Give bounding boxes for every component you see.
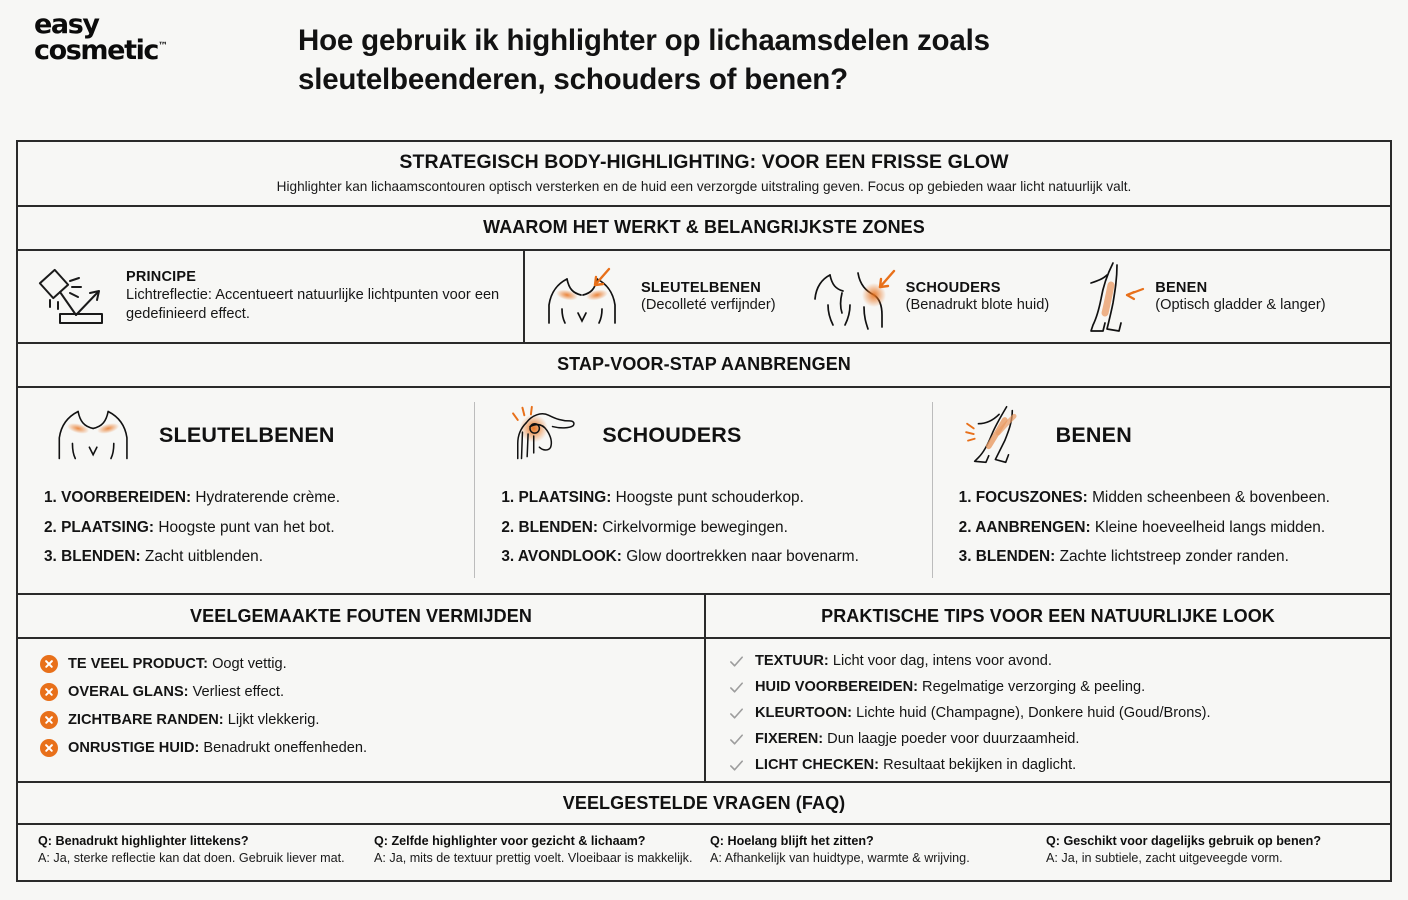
zone-title: SCHOUDERS	[905, 280, 1001, 296]
mistake-label: ONRUSTIGE HUID:	[68, 740, 200, 756]
zone-title: SLEUTELBENEN	[641, 280, 761, 296]
zones-strip	[18, 205, 1390, 249]
tip-item	[728, 726, 1374, 752]
step-list	[501, 483, 912, 572]
faq-answer: A: Ja, mits de textuur prettig voelt. Vloeibaar is makkelijk.	[374, 851, 693, 865]
step-header	[959, 402, 1370, 468]
step-text: Hydraterende crème.	[191, 489, 340, 506]
step-label: AVONDLOOK:	[517, 548, 622, 566]
page-header	[0, 0, 1408, 136]
check-icon	[728, 653, 745, 670]
step-header	[44, 402, 455, 468]
step-number: 2.	[501, 518, 515, 536]
cross-icon	[40, 683, 58, 701]
brand-logo	[34, 9, 169, 66]
cross-icon	[40, 711, 58, 729]
faq-title: VEELGESTELDE VRAGEN (FAQ)	[562, 792, 846, 813]
step-number: 3.	[958, 548, 972, 566]
step-number: 2.	[44, 518, 57, 536]
tip-detail: Dun laagje poeder voor duurzaamheid.	[823, 731, 1080, 747]
mistake-item	[40, 650, 688, 678]
legs-icon	[1077, 259, 1147, 335]
tip-text	[755, 731, 1079, 747]
mistake-label: ZICHTBARE RANDEN:	[68, 712, 224, 728]
step-label: FOCUSZONES:	[975, 489, 1088, 506]
step-item	[44, 513, 455, 543]
zone-item-shoulders	[776, 261, 1050, 333]
shoulder-anatomy-icon	[501, 404, 589, 466]
step-item	[501, 483, 912, 513]
mistake-text	[68, 684, 284, 700]
step-title: SLEUTELBENEN	[159, 422, 335, 447]
light-reflection-icon	[38, 266, 112, 328]
cross-icon	[40, 655, 58, 673]
step-text: Zachte lichtstreep zonder randen.	[1055, 548, 1289, 566]
step-label: BLENDEN:	[518, 518, 598, 536]
step-label: PLAATSING:	[518, 489, 612, 506]
tip-detail: Resultaat bekijken in daglicht.	[879, 757, 1077, 773]
mistake-text	[68, 712, 319, 728]
zone-subtitle: (Optisch gladder & langer)	[1155, 297, 1326, 313]
step-item	[959, 542, 1370, 572]
principle-description: Lichtreflectie: Accentueert natuurlijke lichtpunten voor een gedefinieerd effect.	[126, 286, 500, 322]
faq-question: Q: Hoelang blijft het zitten?	[710, 834, 874, 848]
trademark-mark: ™	[158, 40, 169, 52]
step-column-shoulders	[475, 388, 932, 593]
shoulder-icon	[806, 261, 898, 333]
step-text: Midden scheenbeen & bovenbeen.	[1087, 489, 1330, 506]
zone-item-collarbone	[525, 261, 776, 333]
step-number: 2.	[958, 518, 972, 536]
step-item	[44, 542, 455, 572]
tip-label: FIXEREN:	[755, 731, 824, 747]
step-list	[959, 483, 1370, 572]
brand-line-1: easy	[34, 9, 99, 40]
step-item	[959, 483, 1370, 513]
step-number: 3.	[501, 548, 515, 566]
faq-item	[1046, 834, 1382, 885]
legs-icon	[959, 403, 1043, 467]
zone-text-legs	[1155, 280, 1325, 313]
faq-answer: A: Ja, sterke reflectie kan dat doen. Gebruik liever mat.	[38, 851, 345, 865]
step-text: Glow doortrekken naar bovenarm.	[621, 548, 859, 566]
mistake-text	[68, 656, 287, 672]
tip-detail: Regelmatige verzorging & peeling.	[917, 679, 1146, 695]
step-text: Kleine hoeveelheid langs midden.	[1090, 518, 1326, 536]
step-title: BENEN	[1055, 422, 1132, 447]
faq-body	[18, 823, 1390, 885]
mistake-label: TE VEEL PRODUCT:	[68, 656, 209, 672]
zone-list	[525, 251, 1390, 342]
steps-strip-title: STAP-VOOR-STAP AANBRENGEN	[557, 354, 851, 374]
principle-text-block	[126, 269, 509, 325]
mistakes-list	[18, 639, 706, 781]
mistake-detail: Oogt vettig.	[208, 656, 287, 672]
tip-label: KLEURTOON:	[755, 705, 853, 721]
step-title: SCHOUDERS	[602, 422, 742, 447]
mistakes-tips-body-row	[18, 637, 1390, 781]
step-separator: :	[185, 489, 192, 506]
mistake-detail: Lijkt vlekkerig.	[223, 712, 320, 728]
mistakes-title: VEELGEMAAKTE FOUTEN VERMIJDEN	[190, 605, 532, 626]
tip-text	[755, 757, 1076, 773]
brand-line-2: cosmetic	[34, 34, 159, 66]
tips-title: PRAKTISCHE TIPS VOOR EEN NATUURLIJKE LOOK	[821, 605, 1275, 626]
step-text: Zacht uitblenden.	[140, 548, 264, 566]
zone-text-collarbone	[641, 280, 776, 313]
mistake-item	[40, 734, 688, 762]
steps-row	[18, 386, 1390, 593]
page-title: Hoe gebruik ik highlighter op lichaamsdelen zoals sleutelbeenderen, schouders of benen?	[298, 24, 990, 96]
step-number: 1.	[44, 489, 57, 506]
step-number: 1.	[958, 489, 972, 506]
mistake-item	[40, 706, 688, 734]
tip-text	[755, 653, 1052, 669]
step-item	[44, 483, 455, 513]
faq-question: Q: Benadrukt highlighter littekens?	[38, 834, 249, 848]
step-item	[959, 513, 1370, 543]
faq-answer: A: Ja, in subtiele, zacht uitgeveegde vorm.	[1046, 851, 1283, 865]
step-column-collarbone	[18, 388, 475, 593]
cross-icon	[40, 739, 58, 757]
step-label: BLENDEN:	[975, 548, 1056, 566]
faq-question: Q: Zelfde highlighter voor gezicht & lichaam?	[374, 834, 646, 848]
step-column-legs	[933, 388, 1390, 593]
faq-answer: A: Afhankelijk van huidtype, warmte & wrijving.	[710, 851, 970, 865]
tip-label: HUID VOORBEREIDEN:	[755, 679, 918, 695]
tip-item	[728, 752, 1374, 778]
zones-row	[18, 249, 1390, 342]
principle-title: PRINCIPE	[126, 268, 197, 285]
check-icon	[728, 731, 745, 748]
step-label: VOORBEREIDEN	[61, 489, 186, 506]
tip-detail: Lichte huid (Champagne), Donkere huid (Goud/Brons).	[852, 705, 1211, 721]
faq-question: Q: Geschikt voor dagelijks gebruik op benen?	[1046, 834, 1322, 848]
step-text: Hoogste punt schouderkop.	[611, 489, 804, 506]
check-icon	[728, 757, 745, 774]
mistake-label: OVERAL GLANS:	[68, 684, 189, 700]
step-label: PLAATSING	[61, 518, 149, 536]
faq-item	[38, 834, 374, 885]
tip-item	[728, 648, 1374, 674]
tip-item	[728, 674, 1374, 700]
zone-subtitle: (Decolleté verfijnder)	[641, 297, 776, 313]
step-text: Hoogste punt van het bot.	[154, 518, 335, 536]
check-icon	[728, 705, 745, 722]
banner-section	[18, 142, 1390, 205]
mistakes-header	[18, 595, 706, 637]
mistake-item	[40, 678, 688, 706]
infographic-board	[16, 140, 1392, 882]
banner-title: STRATEGISCH BODY-HIGHLIGHTING: VOOR EEN FRISSE GLOW	[399, 151, 1009, 173]
tip-label: LICHT CHECKEN:	[755, 757, 880, 773]
step-label: BLENDEN:	[61, 548, 141, 566]
step-item	[501, 513, 912, 543]
banner-subtitle: Highlighter kan lichaamscontouren optisch versterken en de huid een verzorgde uitstraling geven. Focus op gebieden waar licht natuurlijk valt.	[276, 179, 1132, 194]
step-number: 1.	[501, 489, 515, 506]
tip-detail: Licht voor dag, intens voor avond.	[828, 653, 1052, 669]
step-text: Cirkelvormige bewegingen.	[597, 518, 788, 536]
step-item	[501, 542, 912, 572]
zone-title: BENEN	[1155, 280, 1208, 296]
zones-strip-title: WAAROM HET WERKT & BELANGRIJKSTE ZONES	[483, 217, 925, 237]
step-separator: :	[148, 518, 155, 536]
step-number: 3.	[44, 548, 57, 566]
mistakes-tips-header-row	[18, 593, 1390, 637]
mistake-detail: Benadrukt oneffenheden.	[199, 740, 368, 756]
faq-item	[710, 834, 1046, 885]
principle-card	[18, 251, 525, 342]
zone-item-legs	[1049, 259, 1325, 335]
step-label: AANBRENGEN:	[975, 518, 1091, 536]
tips-list	[706, 639, 1390, 781]
faq-item	[374, 834, 710, 885]
tip-item	[728, 700, 1374, 726]
steps-strip	[18, 342, 1390, 386]
mistake-text	[68, 740, 367, 756]
collarbone-icon	[537, 261, 633, 333]
collarbone-icon	[44, 404, 146, 466]
tips-header	[706, 595, 1390, 637]
step-header	[501, 402, 912, 468]
tip-label: TEXTUUR:	[755, 653, 829, 669]
zone-text-shoulders	[906, 280, 1050, 313]
step-list	[44, 483, 455, 572]
tip-text	[755, 705, 1211, 721]
tip-text	[755, 679, 1145, 695]
check-icon	[728, 679, 745, 696]
zone-subtitle: (Benadrukt blote huid)	[905, 297, 1050, 313]
mistake-detail: Verliest effect.	[188, 684, 284, 700]
faq-header	[18, 781, 1390, 823]
